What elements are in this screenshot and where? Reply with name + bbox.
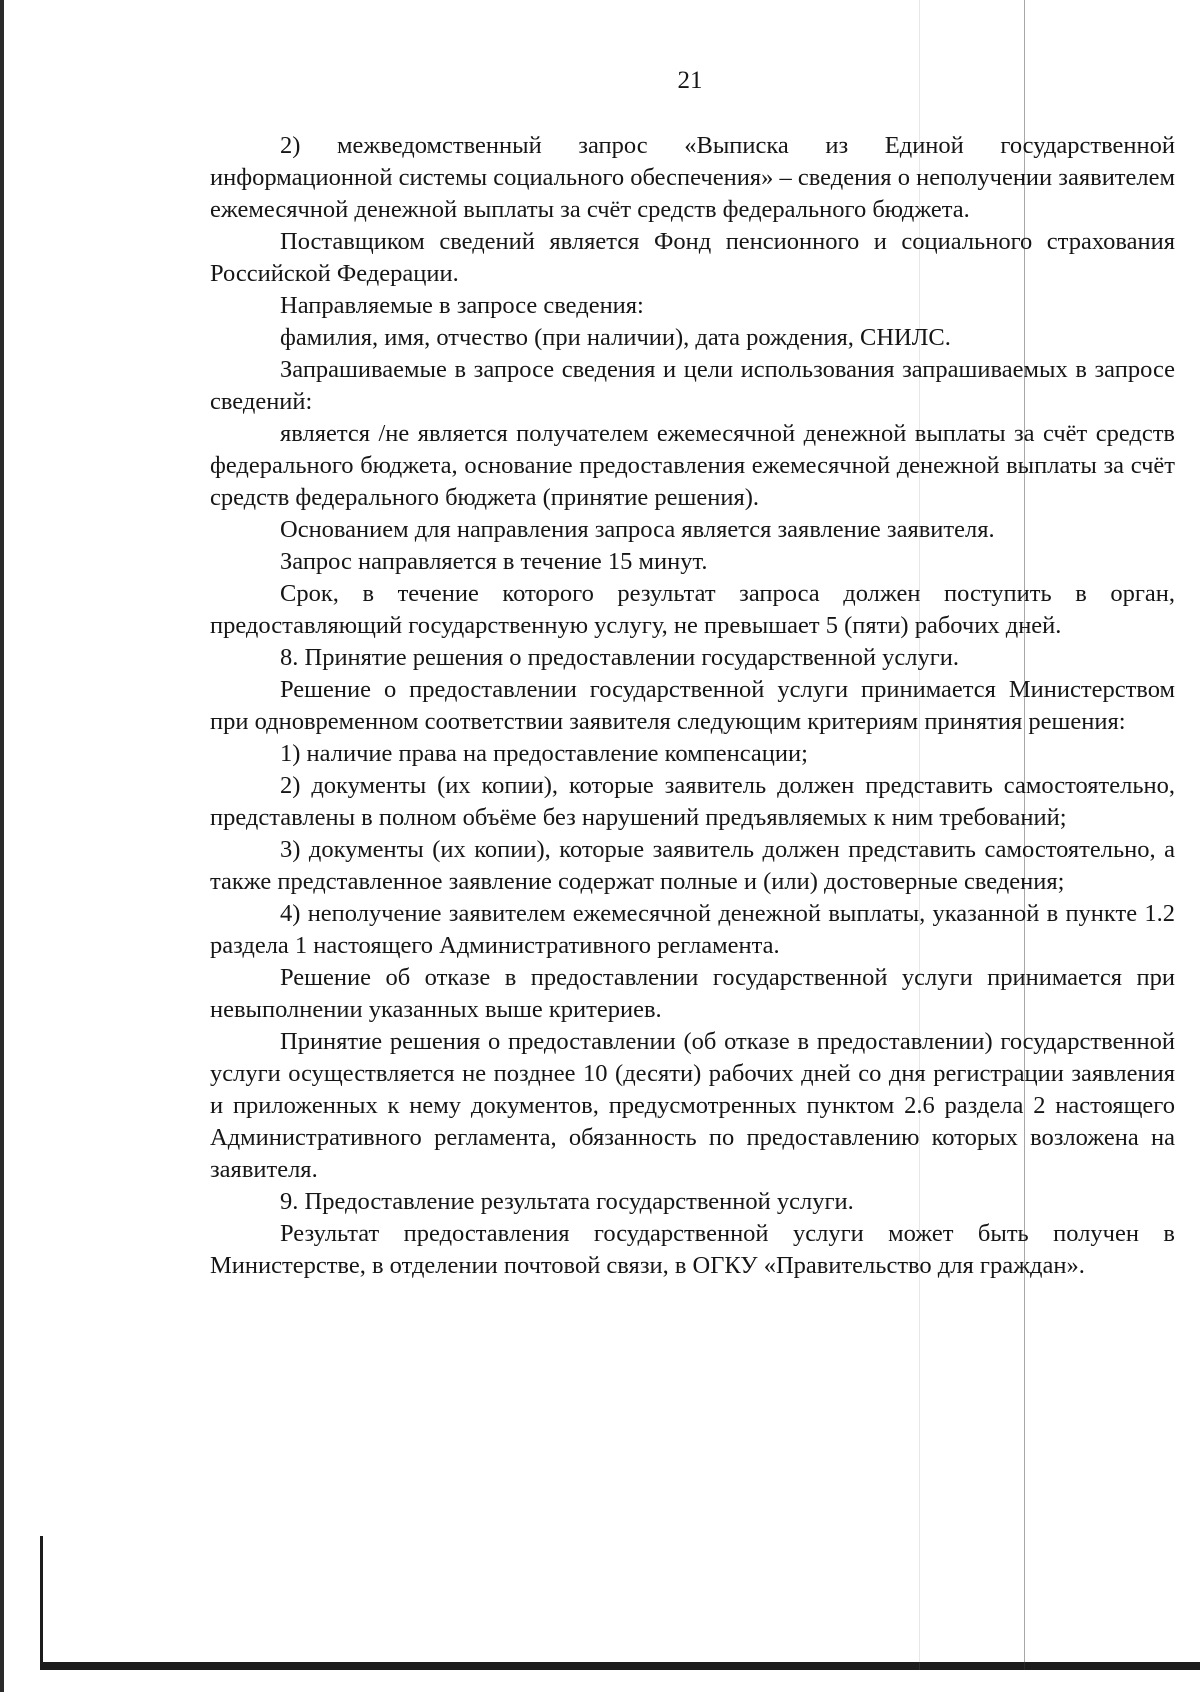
scan-border-bottom-left [40,1536,43,1670]
paragraph: является /не является получателем ежемесячной денежной выплаты за счёт средств федерального бюджета, основание предоставления ежемесячной денежной выплаты за счёт средств федерального бюджета (принятие решения). [210,420,1175,511]
page-number [0,66,1200,96]
section-heading: 9. Предоставление результата государственной услуги. [280,1188,854,1215]
paragraph: Срок, в течение которого результат запроса должен поступить в орган, предоставляющий государственную услугу, не превышает 5 (пяти) рабочих дней. [210,580,1175,639]
paragraph: 2) межведомственный запрос «Выписка из Единой государственной информационной системы социального обеспечения» – сведения о неполучении заявителем ежемесячной денежной выплаты за счёт средств федерального бюджета. [210,132,1175,223]
section-heading: 8. Принятие решения о предоставлении государственной услуги. [280,644,960,671]
paragraph: Запрос направляется в течение 15 минут. [280,548,708,575]
scan-border-left [0,0,4,1692]
page-number-text: 21 [677,67,703,94]
scan-border-bottom [40,1662,1200,1670]
scan-border-right [1193,0,1200,1692]
list-item: 4) неполучение заявителем ежемесячной денежной выплаты, указанной в пункте 1.2 раздела 1 настоящего Административного регламента. [210,900,1175,959]
paragraph: Направляемые в запросе сведения: [280,292,644,319]
paragraph: Решение о предоставлении государственной услуги принимается Министерством при одновременном соответствии заявителя следующим критериям принятия решения: [210,676,1175,735]
list-item: 2) документы (их копии), которые заявитель должен представить самостоятельно, представлены в полном объёме без нарушений предъявляемых к ним требований; [210,772,1175,831]
document-body [210,130,1175,1282]
paragraph: Принятие решения о предоставлении (об отказе в предоставлении) государственной услуги осуществляется не позднее 10 (десяти) рабочих дней со дня регистрации заявления и приложенных к нему документов, предусмотренных пунктом 2.6 раздела 2 настоящего Административного регламента, обязанность по предоставлению которых возложена на заявителя. [210,1028,1175,1183]
paragraph: Основанием для направления запроса является заявление заявителя. [280,516,995,543]
paragraph: Результат предоставления государственной услуги может быть получен в Министерстве, в отделении почтовой связи, в ОГКУ «Правительство для граждан». [210,1220,1175,1279]
paragraph: фамилия, имя, отчество (при наличии), дата рождения, СНИЛС. [280,324,951,351]
list-item: 3) документы (их копии), которые заявитель должен представить самостоятельно, а также представленное заявление содержат полные и (или) достоверные сведения; [210,836,1175,895]
paragraph: Поставщиком сведений является Фонд пенсионного и социального страхования Российской Федерации. [210,228,1175,287]
paragraph: Запрашиваемые в запросе сведения и цели использования запрашиваемых в запросе сведений: [210,356,1175,415]
paragraph: Решение об отказе в предоставлении государственной услуги принимается при невыполнении указанных выше критериев. [210,964,1175,1023]
list-item: 1) наличие права на предоставление компенсации; [280,740,808,767]
